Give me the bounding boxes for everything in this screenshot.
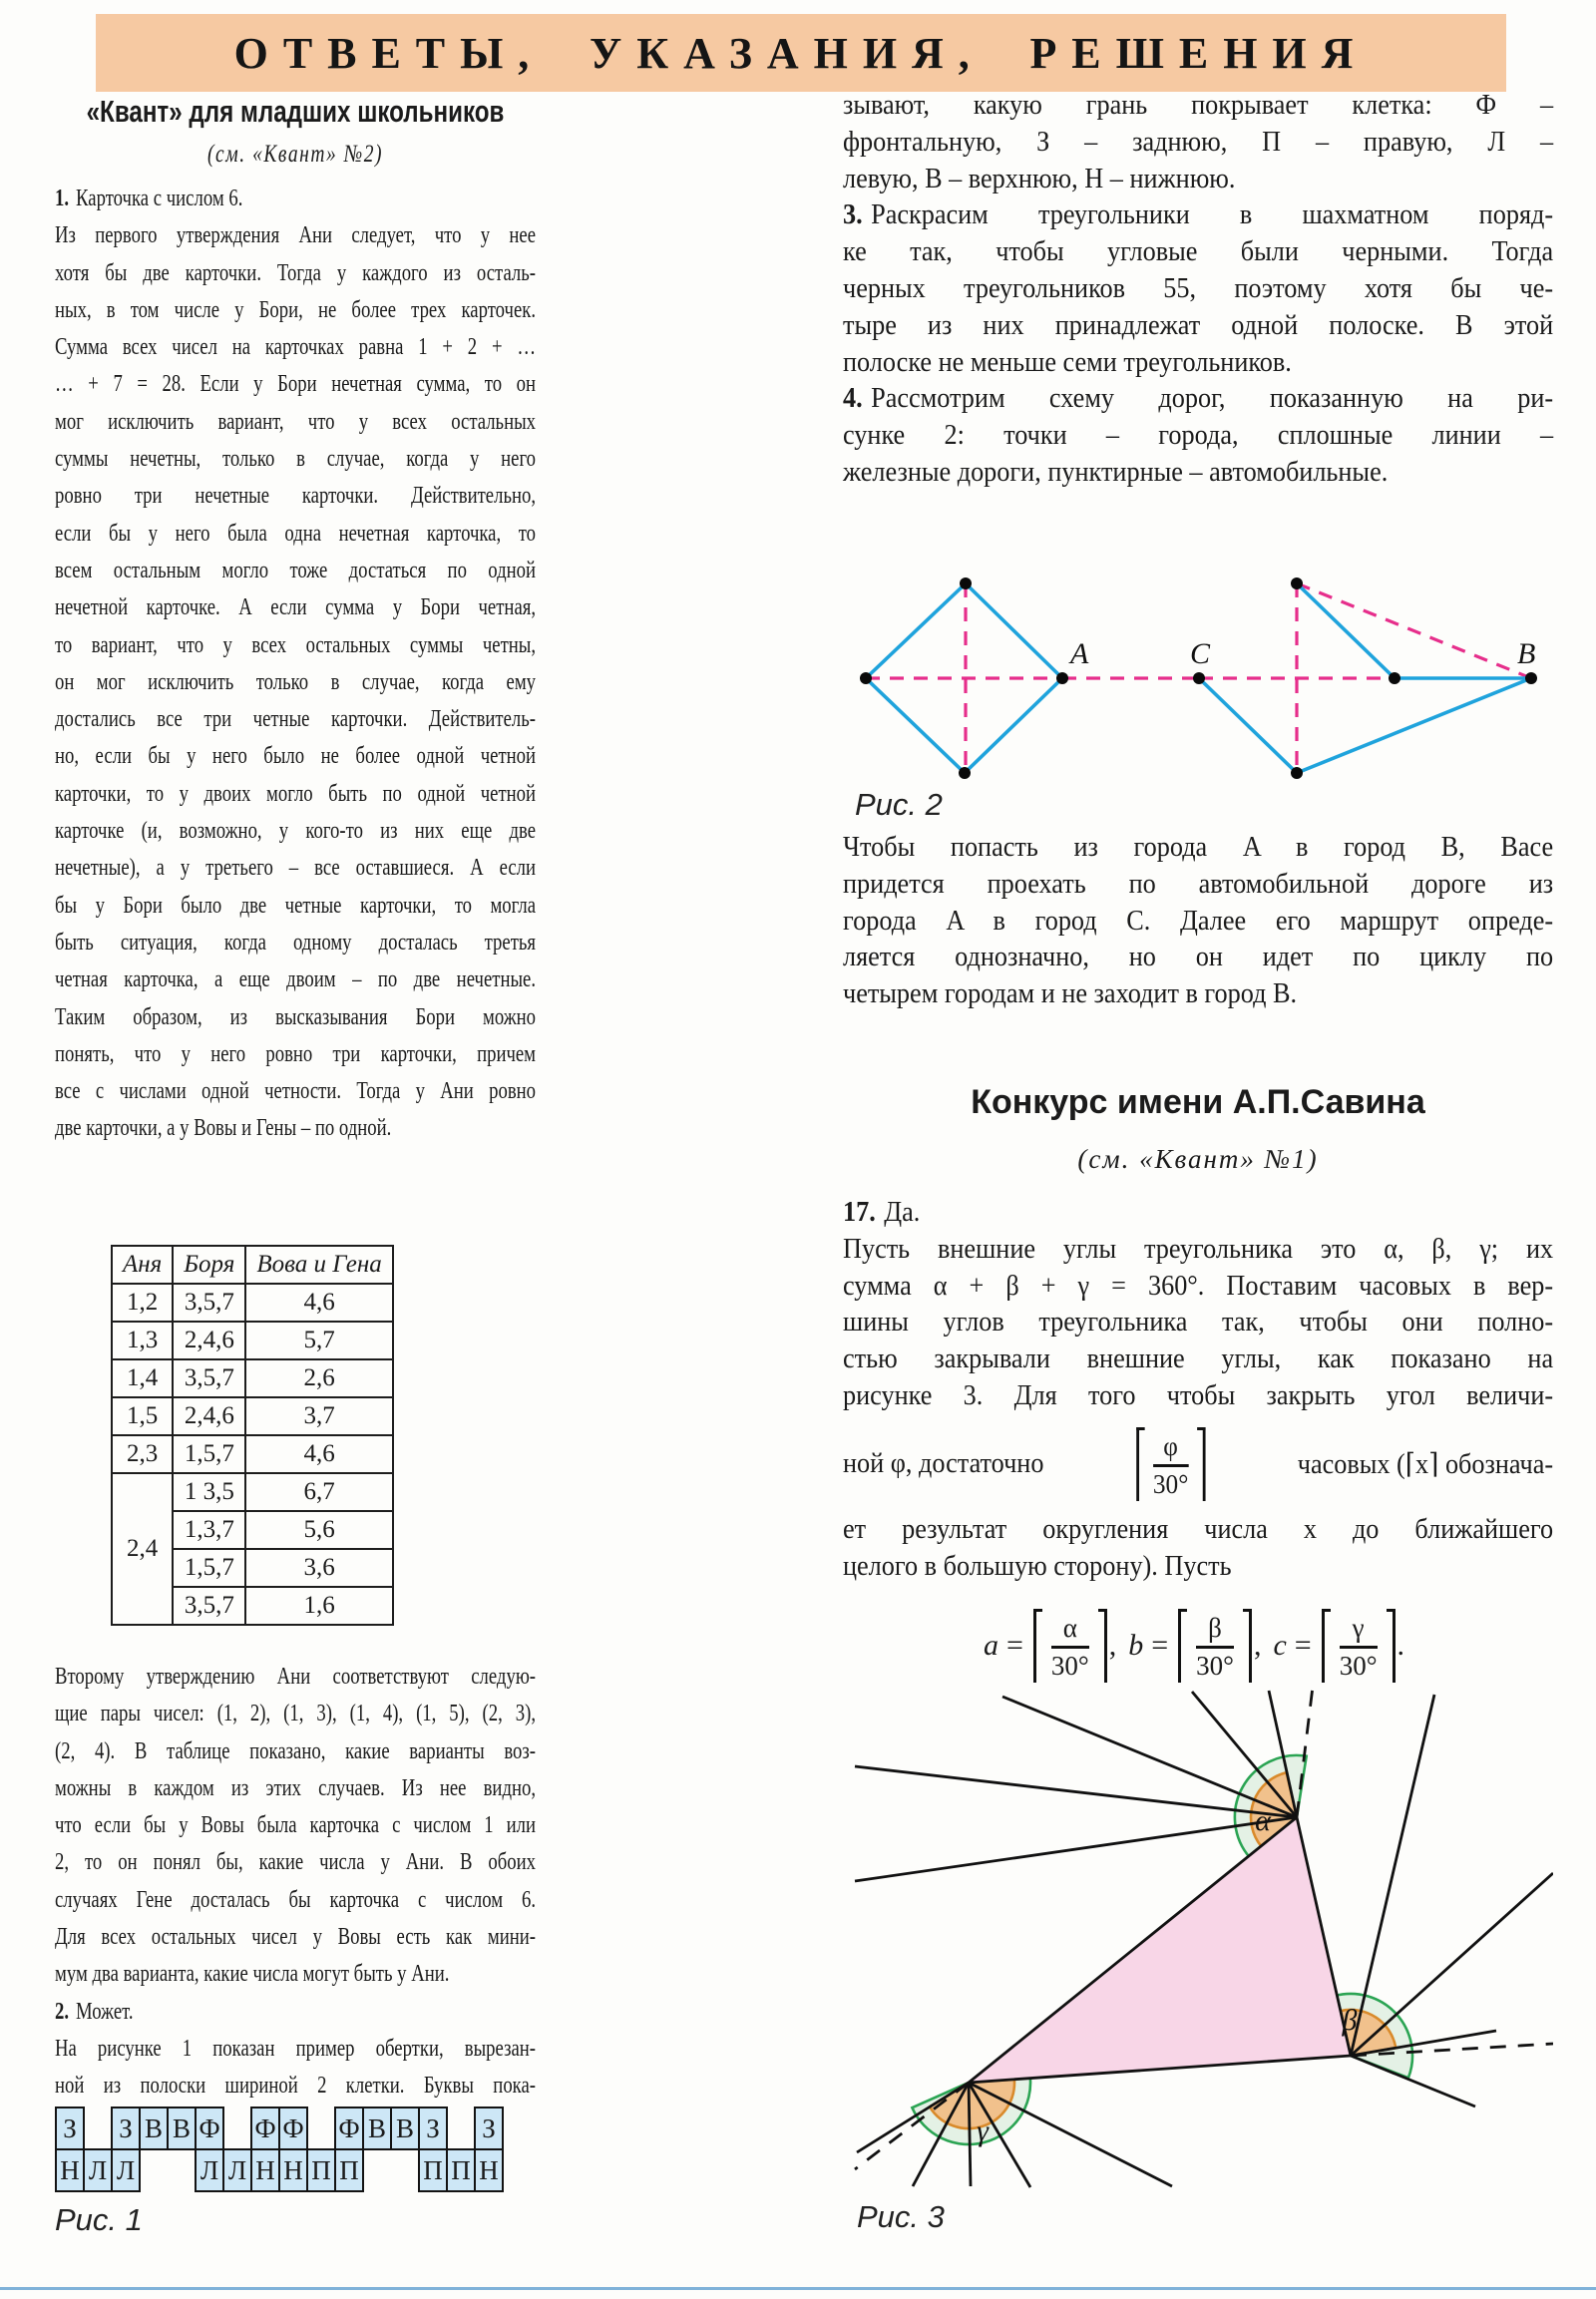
- table-row: [112, 1322, 393, 1359]
- ceiling-fraction: [1136, 1427, 1205, 1501]
- paragraph-line: нечетные), а у третьего – все оставшиеся. А если: [55, 855, 537, 882]
- city-vertex: [1389, 672, 1400, 684]
- strip-cell: Ф: [334, 2107, 364, 2150]
- table-cell: 4,6: [245, 1284, 392, 1322]
- contest-header: [843, 1083, 1553, 1175]
- figure-2-caption: Рис. 2: [855, 787, 943, 822]
- paragraph-line: ляется однозначно, но он идет по циклу по: [843, 942, 1554, 973]
- fraction-denominator: 30°: [1050, 1650, 1089, 1681]
- strip-cell: [139, 2148, 169, 2192]
- rail-edge: [966, 583, 1062, 678]
- strip-cell: [222, 2107, 252, 2150]
- rail-edge: [866, 678, 965, 773]
- paragraph-line: он мог исключить только в случае, когда ему: [55, 668, 537, 695]
- page-title: ОТВЕТЫ, УКАЗАНИЯ, РЕШЕНИЯ: [233, 28, 1369, 78]
- table-cell: 1,5: [112, 1397, 173, 1435]
- paragraph-line: то вариант, что у всех остальных суммы четны,: [55, 631, 537, 658]
- table-header-cell: Вова и Гена: [245, 1246, 392, 1284]
- paragraph-line: 1. Карточка с числом 6.: [55, 186, 243, 211]
- table-cell: 2,4,6: [173, 1322, 245, 1359]
- formula-end: .: [1396, 1629, 1405, 1662]
- paragraph-line: 2, то он понял бы, какие числа у Ани. В обоих: [55, 1849, 537, 1876]
- table-cell: 5,7: [245, 1322, 392, 1359]
- fraction-bar: [1051, 1646, 1089, 1649]
- paragraph-line: … + 7 = 28. Если у Бори нечетная сумма, то он: [55, 371, 537, 398]
- paragraph-line: что если бы у Вовы была карточка с числом 1 или: [55, 1812, 537, 1839]
- solution-17-continuation: [843, 1512, 1553, 1586]
- label-angle-alpha: α: [1255, 1804, 1271, 1837]
- strip-cell: Н: [55, 2148, 85, 2192]
- paragraph-line: 17. Да.: [843, 1197, 921, 1228]
- paragraph-line: 2. Может.: [55, 1998, 134, 2025]
- paragraph-line: понять, что у него ровно три карточки, причем: [55, 1040, 537, 1067]
- paragraph-line: 4. Рассмотрим схему дорог, показанную на ри-: [843, 383, 1554, 415]
- city-vertex: [959, 767, 971, 779]
- paragraph-line: ет результат округления числа x до ближайшего: [843, 1514, 1554, 1545]
- paragraph-line: 3. Раскрасим треугольники в шахматном поряд-: [843, 199, 1554, 231]
- strip-cell: Ф: [278, 2107, 308, 2150]
- paragraph-line: все с числами одной четности. Тогда у Ани ровно: [55, 1078, 537, 1105]
- strip-cell: [83, 2107, 113, 2150]
- fraction-denominator: 30°: [1339, 1650, 1378, 1681]
- table-cell: 3,5,7: [173, 1359, 245, 1397]
- paragraph-line: зывают, какую грань покрывает клетка: Ф –: [843, 90, 1554, 121]
- formula-var-a: a: [983, 1629, 998, 1662]
- paragraph-line: карточке (и, возможно, у кого-то из них еще две: [55, 818, 537, 845]
- section-title: «Квант» для младших школьников: [86, 94, 505, 129]
- column-right: [843, 0, 1553, 2294]
- inline-formula-line-block: [843, 1420, 1553, 1508]
- paragraph-line: ке так, чтобы угловые были черными. Тогда: [843, 236, 1554, 268]
- figure-2-svg: [843, 544, 1553, 833]
- strip-cell: П: [334, 2148, 364, 2192]
- city-vertex: [860, 672, 872, 684]
- paragraph-line: На рисунке 1 показан пример обертки, вырезан-: [55, 2035, 537, 2062]
- strip-cell: В: [167, 2107, 197, 2150]
- column-left: [55, 0, 536, 2294]
- solutions-3-4-paragraph: [843, 88, 1553, 492]
- ceiling-fraction-alpha: [1033, 1609, 1107, 1683]
- table-header-row: [112, 1246, 393, 1284]
- table-cell: 1,6: [245, 1587, 392, 1625]
- contest-title: Конкурс имени А.П.Савина: [971, 1083, 1425, 1121]
- fraction-numerator: γ: [1352, 1613, 1365, 1644]
- paragraph-line: бы у Бори было две четные карточки, то могла: [55, 892, 537, 919]
- paragraph-line: Чтобы попасть из города A в город B, Васе: [843, 832, 1554, 863]
- section-subtitle: (см. «Квант» №2): [206, 141, 384, 168]
- ceiling-fraction-beta: [1178, 1609, 1252, 1683]
- ceiling-right-bracket: [1243, 1609, 1252, 1683]
- city-vertex-A: [1056, 672, 1068, 684]
- ceiling-right-bracket: [1387, 1609, 1396, 1683]
- paragraph-line: Второму утверждению Ани соответствуют следую-: [55, 1664, 537, 1690]
- paragraph-line: ной из полоски шириной 2 клетки. Буквы пока-: [55, 2073, 537, 2100]
- strip-cell: Н: [250, 2148, 280, 2192]
- table-cell: 1,5,7: [173, 1549, 245, 1587]
- paragraph-line: если бы у него была одна нечетная карточка, то: [55, 520, 537, 547]
- ceiling-left-bracket: [1322, 1609, 1331, 1683]
- strip-cell: Н: [278, 2148, 308, 2192]
- strip-cell: Ф: [195, 2107, 224, 2150]
- fraction-numerator: α: [1062, 1613, 1077, 1644]
- strip-cell: П: [306, 2148, 336, 2192]
- table-cell: 5,6: [245, 1511, 392, 1549]
- separator: ,: [1108, 1629, 1117, 1662]
- ceiling-left-bracket: [1136, 1427, 1144, 1501]
- figure-3-triangle: [843, 1684, 1553, 2299]
- paragraph-line: щие пары чисел: (1, 2), (1, 3), (1, 4), (1, 5), (2, 3),: [55, 1701, 537, 1727]
- ray-alpha: [855, 1766, 1297, 1817]
- rail-edge: [1297, 678, 1531, 773]
- table-cell: 4,6: [245, 1435, 392, 1473]
- table-cell: 1,4: [112, 1359, 173, 1397]
- paragraph-line: черных треугольников 55, поэтому хотя бы че-: [843, 272, 1554, 304]
- city-vertex-C: [1193, 672, 1205, 684]
- table-cell: 3,6: [245, 1549, 392, 1587]
- paragraph-line: придется проехать по автомобильной дороге из: [843, 868, 1554, 900]
- paragraph-line: сунке 2: точки – города, сплошные линии –: [843, 420, 1554, 452]
- paragraph-line: ных, в том числе у Бори, не более трех карточек.: [55, 296, 537, 323]
- paragraph-line: Из первого утверждения Ани следует, что у нее: [55, 222, 537, 249]
- strip-cell: З: [111, 2107, 141, 2150]
- table-cell-merged: 2,4: [112, 1473, 173, 1625]
- rail-edge: [965, 678, 1062, 773]
- ceiling-right-bracket: [1197, 1427, 1205, 1501]
- strip-cell: Ф: [250, 2107, 280, 2150]
- paragraph-line: стью закрывали внешние углы, как показано на: [843, 1343, 1554, 1375]
- strip-cell: П: [446, 2148, 476, 2192]
- paragraph-line: целого в большую сторону). Пусть: [843, 1550, 1232, 1582]
- paragraph-line: нечетной карточке. А если сумма у Бори четная,: [55, 594, 537, 621]
- rail-edge: [1199, 678, 1297, 773]
- paragraph-line: суммы нечетны, только в случае, когда у него: [55, 446, 537, 473]
- strip-top-row: [55, 2107, 502, 2150]
- paragraph-line: Таким образом, из высказывания Бори можно: [55, 1003, 537, 1030]
- table-cell: 2,6: [245, 1359, 392, 1397]
- formula-post-text: часовых (⌈x⌉ обознача-: [1297, 1449, 1554, 1480]
- answer-table-block: [55, 1245, 394, 1626]
- section-header-kvant-junior: [55, 94, 536, 169]
- ray-gamma: [969, 2083, 971, 2186]
- solution-17-paragraph: [843, 1195, 1553, 1415]
- paragraph-line: Сумма всех чисел на карточках равна 1 + 2 + …: [55, 334, 537, 361]
- strip-cell: [306, 2107, 336, 2150]
- strip-cell: Л: [111, 2148, 141, 2192]
- fraction-numerator: φ: [1163, 1431, 1178, 1462]
- ceiling-left-bracket: [1033, 1609, 1042, 1683]
- table-row: [112, 1284, 393, 1322]
- ray-beta: [1351, 1695, 1434, 2056]
- ceiling-left-bracket: [1178, 1609, 1187, 1683]
- paragraph-line: всем остальным могло тоже достаться по одной: [55, 557, 537, 583]
- paragraph-line: рисунке 3. Для того чтобы закрыть угол величи-: [843, 1379, 1554, 1411]
- table-cell: 1,3,7: [173, 1511, 245, 1549]
- contest-subtitle: (см. «Квант» №1): [1077, 1144, 1319, 1174]
- fraction-bar: [1196, 1646, 1234, 1649]
- strip-cell: В: [390, 2107, 420, 2150]
- rail-edge: [1297, 583, 1395, 678]
- inline-formula-line: [843, 1420, 1553, 1508]
- figure-2-road-scheme: [843, 544, 1553, 838]
- fraction-bar: [1153, 1464, 1188, 1467]
- label-city-C: C: [1190, 637, 1211, 670]
- strip-cell: Л: [222, 2148, 252, 2192]
- figure-3-caption: Рис. 3: [857, 2199, 945, 2234]
- paragraph-line: (2, 4). В таблице показано, какие варианты воз-: [55, 1737, 537, 1764]
- strip-cell: З: [474, 2107, 504, 2150]
- label-angle-gamma: γ: [977, 2114, 989, 2147]
- strip-cell: Н: [474, 2148, 504, 2192]
- paragraph-line: достались все три четные карточки. Действитель-: [55, 706, 537, 733]
- figure-3-svg: [843, 1684, 1553, 2294]
- city-vertex-B: [1525, 672, 1537, 684]
- table-cell: 1,5,7: [173, 1435, 245, 1473]
- table-cell: 1 3,5: [173, 1473, 245, 1511]
- table-cell: 3,7: [245, 1397, 392, 1435]
- strip-cell: [362, 2148, 392, 2192]
- strip-cell: [167, 2148, 197, 2192]
- paragraph-line: шины углов треугольника так, чтобы они полно-: [843, 1307, 1554, 1339]
- fraction-denominator: 30°: [1196, 1650, 1234, 1681]
- paragraph-line: левую, В – верхнюю, Н – нижнюю.: [843, 163, 1236, 194]
- label-city-B: B: [1517, 637, 1536, 670]
- fraction: [1144, 1427, 1196, 1501]
- table-row: [112, 1435, 393, 1473]
- city-vertex: [1291, 577, 1303, 589]
- display-formula: a = $\frac{\alpha}{30^\circ}$ , b = $\frac{\beta}{30^\circ}$ , c = $\frac{\gamma}{30^\circ}$ .: [843, 1596, 1553, 1696]
- strip-cell: [390, 2148, 420, 2192]
- fraction-denominator: 30°: [1152, 1468, 1189, 1499]
- paragraph-line: города A в город C. Далее его маршрут опреде-: [843, 905, 1554, 937]
- rail-edge: [866, 583, 966, 678]
- formula-var-c: c: [1273, 1629, 1287, 1662]
- paragraph-line: полоске не меньше семи треугольников.: [843, 346, 1292, 378]
- paragraph-line: карточки, то у двоих могло быть по одной четной: [55, 780, 537, 807]
- strip-cell: З: [418, 2107, 448, 2150]
- strip-cell: Л: [195, 2148, 224, 2192]
- page-bottom-rule: [0, 2287, 1596, 2290]
- strip-cell: З: [55, 2107, 85, 2150]
- paragraph-line: четная карточка, а еще двоим – по две нечетные.: [55, 966, 537, 993]
- strip-cell: [446, 2107, 476, 2150]
- paragraph-line: ровно три нечетные карточки. Действительно,: [55, 483, 537, 510]
- strip-bottom-row: [55, 2148, 502, 2192]
- paragraph-line: мум два варианта, какие числа могут быть у Ани.: [55, 1961, 450, 1988]
- formula-pre-text: ной φ, достаточно: [843, 1448, 1044, 1479]
- city-vertex: [1291, 767, 1303, 779]
- fraction-bar: [1340, 1646, 1378, 1649]
- paragraph-line: мог исключить вариант, что у всех остальных: [55, 408, 537, 435]
- paragraph-line: четырем городам и не заходит в город B.: [843, 978, 1298, 1010]
- table-cell: 2,3: [112, 1435, 173, 1473]
- paragraph-line: железные дороги, пунктирные – автомобильные.: [843, 456, 1389, 488]
- paragraph-line: случаях Гене досталась бы карточка с числом 6.: [55, 1886, 537, 1913]
- ceiling-right-bracket: [1098, 1609, 1107, 1683]
- table-row: [112, 1473, 393, 1511]
- label-angle-beta: β: [1342, 2004, 1358, 2037]
- paragraph-line: Для всех остальных чисел у Вовы есть как мини-: [55, 1924, 537, 1951]
- table-row: [112, 1397, 393, 1435]
- ceiling-fraction-gamma: [1322, 1609, 1396, 1683]
- solution-4-continuation: [843, 830, 1553, 1013]
- paragraph-line: две карточки, а у Вовы и Гены – по одной.: [55, 1115, 392, 1142]
- paragraph-line: но, если бы у него было не более одной четной: [55, 743, 537, 770]
- strip-cell: П: [418, 2148, 448, 2192]
- paragraph-line: Пусть внешние углы треугольника это α, β, γ; их: [843, 1233, 1554, 1265]
- figure-1-caption: Рис. 1: [55, 2202, 143, 2237]
- strip-cell: В: [362, 2107, 392, 2150]
- road-top-B: [1297, 583, 1531, 678]
- table-cell: 1,3: [112, 1322, 173, 1359]
- strip-cell: Л: [83, 2148, 113, 2192]
- formula-var-b: b: [1128, 1629, 1144, 1662]
- paragraph-line: фронтальную, З – заднюю, П – правую, Л –: [843, 126, 1554, 158]
- table-cell: 3,5,7: [173, 1587, 245, 1625]
- solution-1-paragraph: [55, 181, 536, 1148]
- table-header-cell: Аня: [112, 1246, 173, 1284]
- answer-table: [111, 1245, 394, 1626]
- paragraph-line: быть ситуация, когда одному досталась третья: [55, 929, 537, 956]
- table-cell: 1,2: [112, 1284, 173, 1322]
- table-cell: 6,7: [245, 1473, 392, 1511]
- table-header-cell: Боря: [173, 1246, 245, 1284]
- fraction-numerator: β: [1208, 1613, 1222, 1644]
- table-row: [112, 1359, 393, 1397]
- ray-beta: [1351, 1873, 1553, 2056]
- figure-1-strip: [55, 2107, 502, 2192]
- paragraph-line: сумма α + β + γ = 360°. Поставим часовых в вер-: [843, 1270, 1554, 1302]
- strip-cell: В: [139, 2107, 169, 2150]
- city-vertex: [960, 577, 972, 589]
- separator: ,: [1253, 1629, 1262, 1662]
- table-cell: 3,5,7: [173, 1284, 245, 1322]
- paragraph-line: можны в каждом из этих случаев. Из нее видно,: [55, 1774, 537, 1801]
- solution-2-paragraph: [55, 1659, 536, 2106]
- table-cell: 2,4,6: [173, 1397, 245, 1435]
- paragraph-line: хотя бы две карточки. Тогда у каждого из осталь-: [55, 259, 537, 286]
- paragraph-line: тыре из них принадлежат одной полоске. В этой: [843, 309, 1554, 341]
- label-city-A: A: [1070, 637, 1089, 670]
